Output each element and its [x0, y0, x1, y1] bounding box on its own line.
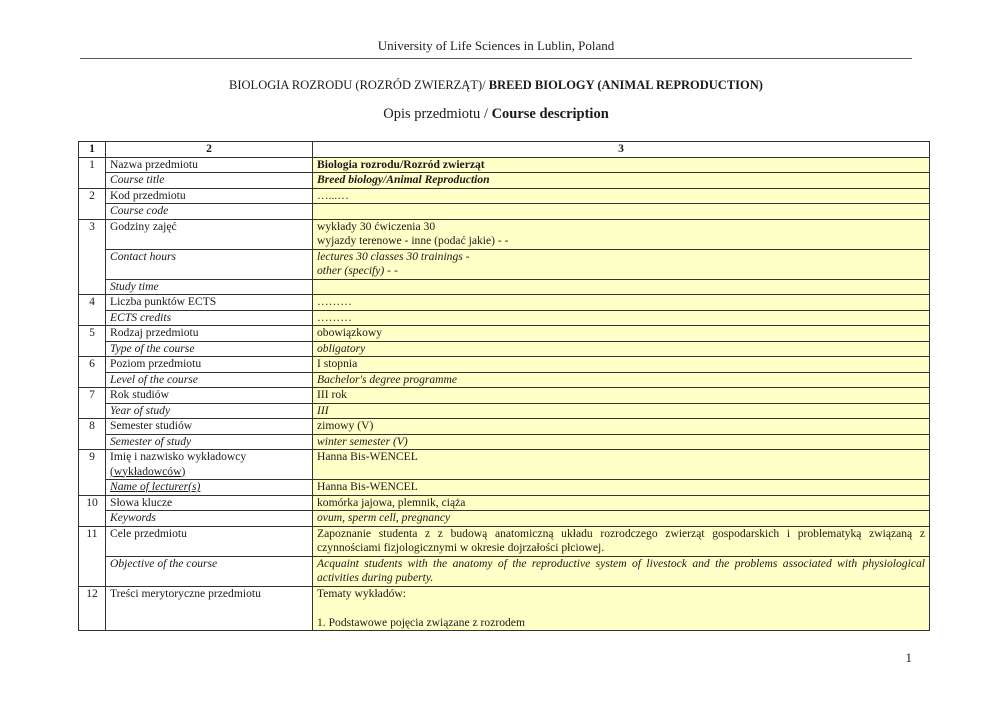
- row-value-pl: Hanna Bis-WENCEL: [313, 450, 930, 480]
- value-line: lectures 30 classes 30 trainings -: [317, 249, 470, 263]
- row-label-pl: Rodzaj przedmiotu: [106, 326, 313, 342]
- row-value-en: Bachelor's degree programme: [313, 372, 930, 388]
- table-row: [79, 249, 930, 279]
- row-number: 2: [79, 188, 106, 219]
- row-value-en: obligatory: [313, 341, 930, 357]
- row-number: 1: [79, 157, 106, 188]
- table-row: [79, 204, 930, 220]
- row-label-pl: Rok studiów: [106, 388, 313, 404]
- row-label-pl: Cele przedmiotu: [106, 526, 313, 556]
- row-label-extra: Study time: [106, 279, 313, 295]
- row-label-en: Name of lecturer(s): [106, 480, 313, 496]
- row-value-pl: ………: [313, 295, 930, 311]
- row-number: 9: [79, 450, 106, 496]
- table-row: [79, 556, 930, 586]
- table-row: [79, 173, 930, 189]
- label-line: (wykładowców): [110, 464, 186, 478]
- row-value-en: III: [313, 403, 930, 419]
- table-row: [79, 526, 930, 556]
- row-number: 7: [79, 388, 106, 419]
- row-label-pl: Semester studiów: [106, 419, 313, 435]
- row-label-en: Keywords: [106, 511, 313, 527]
- row-value-en: Hanna Bis-WENCEL: [313, 480, 930, 496]
- table-row: [79, 188, 930, 204]
- table-row: [79, 450, 930, 480]
- row-number: 12: [79, 586, 106, 631]
- table-row: [79, 372, 930, 388]
- row-value-pl: obowiązkowy: [313, 326, 930, 342]
- table-header-row: [79, 142, 930, 158]
- title-english: BREED BIOLOGY (ANIMAL REPRODUCTION): [488, 78, 763, 92]
- table-row: [79, 279, 930, 295]
- label-line: Imię i nazwisko wykładowcy: [110, 450, 247, 463]
- row-label-en: Level of the course: [106, 372, 313, 388]
- row-value-en: Acquaint students with the anatomy of the reproductive system of livestock and the problems associated with physiological activities during puberty.: [313, 556, 930, 586]
- row-label-pl: [106, 450, 313, 480]
- value-line: Tematy wykładów:: [317, 586, 407, 600]
- table-row: [79, 419, 930, 435]
- title-polish: BIOLOGIA ROZRODU (ROZRÓD ZWIERZĄT)/: [229, 78, 489, 92]
- row-number: 11: [79, 526, 106, 586]
- row-label-en: ECTS credits: [106, 310, 313, 326]
- row-value-pl: zimowy (V): [313, 419, 930, 435]
- row-label-pl: Słowa klucze: [106, 495, 313, 511]
- row-value-en: Breed biology/Animal Reproduction: [313, 173, 930, 189]
- table-row: [79, 403, 930, 419]
- row-label-pl: Treści merytoryczne przedmiotu: [106, 586, 313, 631]
- row-value-extra: [313, 279, 930, 295]
- row-number: 5: [79, 326, 106, 357]
- page-header: University of Life Sciences in Lublin, Poland: [377, 38, 615, 53]
- value-line: wyjazdy terenowe - inne (podać jakie) - -: [317, 234, 509, 247]
- table-row: [79, 586, 930, 631]
- table-row: [79, 295, 930, 311]
- column-header-2: 2: [106, 142, 313, 158]
- row-label-pl: Kod przedmiotu: [106, 188, 313, 204]
- table-row: [79, 341, 930, 357]
- value-line: wykłady 30 ćwiczenia 30: [317, 219, 436, 233]
- row-value-pl: I stopnia: [313, 357, 930, 373]
- table-row: [79, 511, 930, 527]
- table-row: [79, 480, 930, 496]
- row-number: 10: [79, 495, 106, 526]
- row-label-en: Contact hours: [106, 249, 313, 279]
- subtitle-english: Course description: [491, 106, 609, 122]
- blank-line: [317, 601, 925, 616]
- table-row: [79, 157, 930, 173]
- column-header-3: 3: [313, 142, 930, 158]
- row-value-pl: Zapoznanie studenta z z budową anatomiczną układu rozrodczego zwierząt gospodarskich i problematyką związaną z czynnościami fizjologicznymi w okresie dojrzałości płciowej.: [313, 526, 930, 556]
- table-row: [79, 495, 930, 511]
- row-label-en: Year of study: [106, 403, 313, 419]
- document-subtitle: [80, 106, 912, 123]
- row-label-pl: Nazwa przedmiotu: [106, 157, 313, 173]
- table-row: [79, 388, 930, 404]
- table-row: [79, 219, 930, 249]
- row-label-pl: Poziom przedmiotu: [106, 357, 313, 373]
- row-number: 3: [79, 219, 106, 295]
- row-label-en: Semester of study: [106, 434, 313, 450]
- row-number: 6: [79, 357, 106, 388]
- document-title: [80, 78, 912, 93]
- subtitle-polish: Opis przedmiotu /: [383, 106, 492, 122]
- row-number: 8: [79, 419, 106, 450]
- row-value-pl: komórka jajowa, plemnik, ciąża: [313, 495, 930, 511]
- table-row: [79, 310, 930, 326]
- row-number: 4: [79, 295, 106, 326]
- row-label-pl: Godziny zajęć: [106, 219, 313, 249]
- column-header-1: 1: [79, 142, 106, 158]
- row-value-en: [313, 204, 930, 220]
- row-value-en: ovum, sperm cell, pregnancy: [313, 511, 930, 527]
- row-value-pl: …...…: [313, 188, 930, 204]
- row-label-en: Course code: [106, 204, 313, 220]
- row-value-pl: Biologia rozrodu/Rozród zwierząt: [313, 157, 930, 173]
- row-label-en: Objective of the course: [106, 556, 313, 586]
- row-value-en: winter semester (V): [313, 434, 930, 450]
- row-value-pl: [313, 219, 930, 249]
- row-label-en: Course title: [106, 173, 313, 189]
- table-row: [79, 326, 930, 342]
- page-number: 1: [905, 650, 912, 665]
- row-value-pl: III rok: [313, 388, 930, 404]
- table-row: [79, 434, 930, 450]
- row-value-pl: [313, 586, 930, 631]
- row-value-en: [313, 249, 930, 279]
- row-label-en: Type of the course: [106, 341, 313, 357]
- header-rule: [80, 58, 912, 59]
- table-row: [79, 357, 930, 373]
- value-line: 1. Podstawowe pojęcia związane z rozrodem: [317, 615, 525, 629]
- row-label-pl: Liczba punktów ECTS: [106, 295, 313, 311]
- value-line: other (specify) - -: [317, 264, 398, 277]
- row-value-en: ………: [313, 310, 930, 326]
- course-description-table: [78, 141, 930, 631]
